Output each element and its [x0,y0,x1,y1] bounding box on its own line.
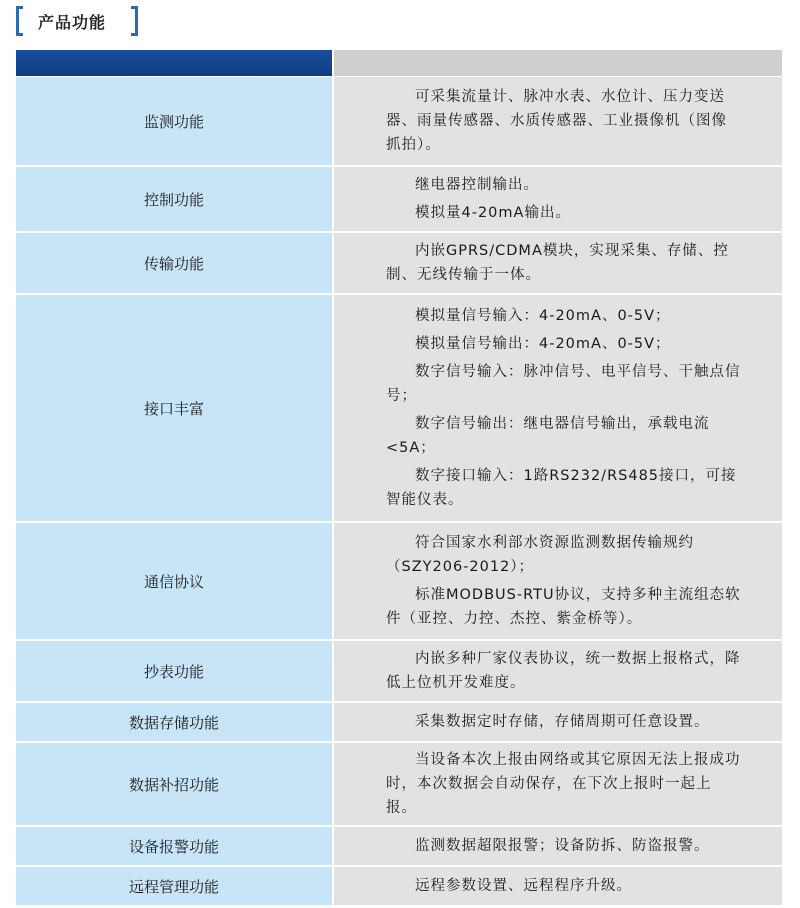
description-paragraph: 监测数据超限报警；设备防拆、防盗报警。 [415,838,710,854]
table-row [16,867,782,907]
feature-label: 设备报警功能 [16,827,332,865]
right-bracket [131,6,138,36]
description-paragraph: 模拟量信号输入：4-20mA、0-5V； [415,308,671,324]
feature-description [334,867,782,905]
description-paragraph: 可采集流量计、脉冲水表、水位计、压力变送器、雨量传感器、水质传感器、工业摄像机（图像抓拍）。 [386,89,727,153]
section-title: 产品功能 [38,13,107,32]
description-paragraph: 数字接口输入：1路RS232/RS485接口，可接智能仪表。 [386,468,737,508]
feature-description [334,233,782,293]
feature-label: 数据存储功能 [16,703,332,741]
table-row [16,233,782,295]
feature-label: 通信协议 [16,523,332,639]
feature-label: 控制功能 [16,167,332,231]
description-paragraph: 远程参数设置、远程程序升级。 [415,878,632,894]
table-header-right [334,50,782,76]
feature-table [16,77,782,907]
table-row [16,167,782,233]
feature-description [334,641,782,701]
table-row [16,703,782,743]
table-row [16,523,782,641]
description-paragraph: 内嵌GPRS/CDMA模块，实现采集、存储、控制、无线传输于一体。 [386,243,729,283]
table-row [16,295,782,523]
description-paragraph: 数字信号输入：脉冲信号、电平信号、干触点信号； [386,364,741,404]
feature-description [334,703,782,741]
description-paragraph: 标准MODBUS-RTU协议，支持多种主流组态软件（亚控、力控、杰控、紫金桥等）。 [386,587,741,627]
description-paragraph: 符合国家水利部水资源监测数据传输规约（SZY206-2012）； [386,535,694,575]
table-row [16,77,782,167]
description-paragraph: 内嵌多种厂家仪表协议，统一数据上报格式，降低上位机开发难度。 [386,651,741,691]
feature-label: 接口丰富 [16,295,332,521]
left-bracket [16,6,23,36]
feature-description [334,523,782,639]
feature-label: 远程管理功能 [16,867,332,905]
description-paragraph: 继电器控制输出。 [415,177,539,193]
feature-description [334,743,782,825]
table-row [16,641,782,703]
feature-description [334,827,782,865]
table-row [16,743,782,827]
description-paragraph: 模拟量信号输出：4-20mA、0-5V； [415,336,671,352]
feature-description [334,77,782,165]
description-paragraph: 当设备本次上报由网络或其它原因无法上报成功时，本次数据会自动保存，在下次上报时一起上报。 [386,752,741,816]
table-row [16,827,782,867]
feature-label: 数据补招功能 [16,743,332,825]
feature-description [334,295,782,521]
description-paragraph: 数字信号输出：继电器信号输出，承载电流<5A； [386,416,710,456]
feature-label: 传输功能 [16,233,332,293]
feature-description [334,167,782,231]
description-paragraph: 采集数据定时存储，存储周期可任意设置。 [415,714,710,730]
description-paragraph: 模拟量4-20mA输出。 [415,205,571,221]
table-header-left [16,50,332,76]
section-title-frame [16,6,138,38]
feature-label: 监测功能 [16,77,332,165]
feature-label: 抄表功能 [16,641,332,701]
